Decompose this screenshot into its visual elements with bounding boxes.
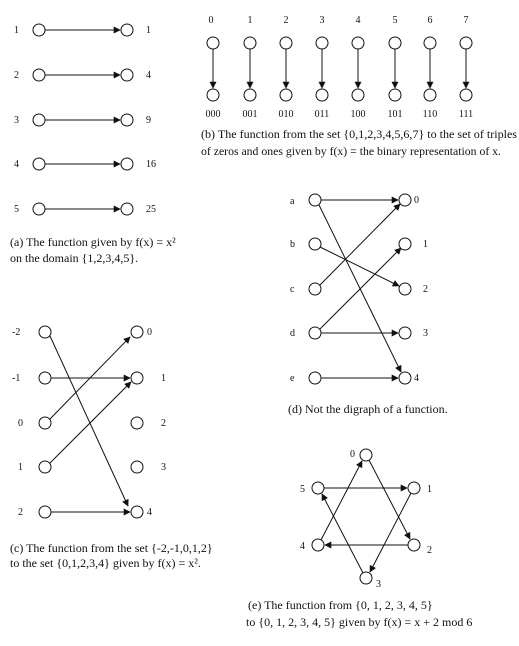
panel-b-domain-node-4 <box>352 37 364 49</box>
panel-d-codomain-node-0 <box>399 194 411 206</box>
panel-c <box>10 326 213 570</box>
panel-e-caption-line2: to {0, 1, 2, 3, 4, 5} given by f(x) = x + 2 mod 6 <box>246 615 473 629</box>
panel-c-domain-label-1: -1 <box>12 373 21 384</box>
panel-d-edge-2 <box>320 247 399 286</box>
panel-c-domain-label-0: -2 <box>12 327 21 338</box>
panel-c-domain-node-4 <box>39 506 51 518</box>
panel-b-domain-label-2: 2 <box>283 15 289 26</box>
panel-a-caption-line1: (a) The function given by f(x) = x² <box>10 235 176 249</box>
panel-c-domain-labels <box>12 327 23 518</box>
panel-a-domain-node-1 <box>33 69 45 81</box>
panel-c-codomain-label-2: 2 <box>161 418 166 429</box>
panel-d-edge-4 <box>320 248 401 329</box>
panel-d-domain-node-2 <box>309 283 321 295</box>
panel-d-codomain-label-1: 1 <box>423 239 428 250</box>
panel-e-node-2 <box>408 539 420 551</box>
panel-d-codomain-label-2: 2 <box>423 284 428 295</box>
panel-a-edges <box>45 30 120 209</box>
panel-d-domain-label-2: c <box>290 284 295 295</box>
panel-b-domain-label-7: 7 <box>463 15 469 26</box>
panel-d-domain-label-3: d <box>290 328 295 339</box>
panel-d-codomain-node-2 <box>399 283 411 295</box>
panel-b-caption-line2: of zeros and ones given by f(x) = the binary representation of x. <box>201 144 501 158</box>
panel-d-codomain-label-0: 0 <box>414 195 419 206</box>
panel-b-codomain-node-0 <box>207 89 219 101</box>
panel-b-domain-label-4: 4 <box>355 15 361 26</box>
panel-c-codomain-nodes <box>131 326 143 518</box>
panel-e-nodes <box>312 449 420 584</box>
panel-d-edge-3 <box>320 204 400 285</box>
panel-a-codomain-label-3: 16 <box>146 159 156 170</box>
panel-b-domain-label-3: 3 <box>319 15 325 26</box>
panel-b-domain-node-6 <box>424 37 436 49</box>
panel-b-codomain-label-6: 110 <box>422 109 438 120</box>
panel-a-domain-labels <box>14 25 19 215</box>
panel-c-caption-line1: (c) The function from the set {-2,-1,0,1,2} <box>10 541 213 555</box>
panel-b-codomain-label-5: 101 <box>387 109 403 120</box>
panel-b-codomain-node-4 <box>352 89 364 101</box>
panel-b-codomain-node-7 <box>460 89 472 101</box>
panel-c-codomain-label-0: 0 <box>147 327 152 338</box>
panel-a-codomain-label-2: 9 <box>146 115 151 126</box>
panel-c-domain-node-3 <box>39 461 51 473</box>
panel-c-codomain-label-3: 3 <box>161 462 166 473</box>
panel-e-edges <box>321 460 411 573</box>
panel-b-domain-node-1 <box>244 37 256 49</box>
panel-b <box>201 15 517 158</box>
panel-d-domain-nodes <box>309 194 321 384</box>
panel-a-caption-line2: on the domain {1,2,3,4,5}. <box>10 251 139 265</box>
panel-c-domain-label-4: 2 <box>18 507 23 518</box>
panel-a-domain-node-4 <box>33 203 45 215</box>
panel-c-domain-node-1 <box>39 372 51 384</box>
panel-e-node-label-0: 0 <box>350 449 355 460</box>
panel-a <box>10 24 176 265</box>
panel-d-domain-node-0 <box>309 194 321 206</box>
panel-b-codomain-label-4: 100 <box>350 109 366 120</box>
panel-a-codomain-labels <box>146 25 156 215</box>
panel-a-codomain-label-1: 4 <box>146 70 151 81</box>
panel-d-codomain-label-4: 4 <box>414 373 419 384</box>
panel-a-codomain-node-2 <box>121 114 133 126</box>
panel-b-codomain-nodes <box>207 89 472 101</box>
panel-b-domain-node-5 <box>389 37 401 49</box>
panel-a-domain-nodes <box>33 24 45 215</box>
panel-b-codomain-label-0: 000 <box>205 109 221 120</box>
panel-a-domain-label-2: 3 <box>14 115 19 126</box>
panel-e-edge-4 <box>321 461 362 540</box>
panel-b-domain-node-3 <box>316 37 328 49</box>
panel-b-domain-node-2 <box>280 37 292 49</box>
panel-c-domain-node-2 <box>39 417 51 429</box>
panel-e-node-5 <box>312 482 324 494</box>
panel-b-domain-nodes <box>207 37 472 49</box>
panel-d-codomain-labels <box>414 195 428 384</box>
panel-e-node-0 <box>360 449 372 461</box>
panel-e-node-3 <box>360 572 372 584</box>
panel-b-codomain-label-2: 010 <box>278 109 294 120</box>
panel-a-domain-label-1: 2 <box>14 70 19 81</box>
panel-d-domain-node-3 <box>309 327 321 339</box>
panel-a-domain-node-0 <box>33 24 45 36</box>
panel-e-node-4 <box>312 539 324 551</box>
panel-b-codomain-node-1 <box>244 89 256 101</box>
panel-e-node-labels <box>300 449 432 590</box>
panel-c-edge-0 <box>50 336 128 506</box>
panel-e-node-label-4: 4 <box>300 541 305 552</box>
panel-a-domain-label-3: 4 <box>14 159 19 170</box>
panel-b-codomain-label-1: 001 <box>242 109 258 120</box>
panel-d-codomain-node-3 <box>399 327 411 339</box>
panel-b-edges <box>213 49 466 88</box>
panel-a-codomain-label-4: 25 <box>146 204 156 215</box>
panel-b-codomain-node-3 <box>316 89 328 101</box>
panel-b-caption-line1: (b) The function from the set {0,1,2,3,4,5,6,7} to the set of triples <box>201 127 518 141</box>
panel-c-domain-nodes <box>39 326 51 518</box>
panel-e-node-1 <box>408 482 420 494</box>
panel-e-edge-3 <box>322 494 363 573</box>
panel-c-codomain-label-1: 1 <box>161 373 166 384</box>
panel-d-edges <box>319 200 401 378</box>
panel-a-codomain-node-4 <box>121 203 133 215</box>
panel-b-domain-label-1: 1 <box>247 15 253 26</box>
panel-d-caption: (d) Not the digraph of a function. <box>288 402 448 416</box>
panel-d-codomain-node-1 <box>399 238 411 250</box>
panel-c-codomain-labels <box>147 327 166 518</box>
panel-e-node-label-1: 1 <box>427 484 432 495</box>
panel-c-domain-label-2: 0 <box>18 418 23 429</box>
panel-b-domain-label-5: 5 <box>392 15 398 26</box>
panel-c-codomain-node-2 <box>131 417 143 429</box>
panel-a-codomain-node-0 <box>121 24 133 36</box>
panel-d-domain-label-1: b <box>290 239 295 250</box>
panel-a-domain-node-3 <box>33 158 45 170</box>
panel-c-domain-label-3: 1 <box>18 462 23 473</box>
panel-d-domain-labels <box>290 196 295 384</box>
panel-b-domain-label-0: 0 <box>208 15 214 26</box>
panel-c-codomain-label-4: 4 <box>147 507 152 518</box>
panel-b-domain-node-7 <box>460 37 472 49</box>
panel-b-codomain-node-5 <box>389 89 401 101</box>
panel-d-domain-label-4: e <box>290 373 295 384</box>
panel-b-codomain-label-3: 011 <box>314 109 330 120</box>
panel-a-codomain-nodes <box>121 24 133 215</box>
panel-d-domain-node-4 <box>309 372 321 384</box>
panel-e-caption-line1: (e) The function from {0, 1, 2, 3, 4, 5} <box>248 598 433 612</box>
panel-b-codomain-node-6 <box>424 89 436 101</box>
panel-c-edges <box>50 336 131 512</box>
panel-a-codomain-node-1 <box>121 69 133 81</box>
panel-d-codomain-node-4 <box>399 372 411 384</box>
panel-c-domain-node-0 <box>39 326 51 338</box>
panel-b-codomain-labels <box>206 109 474 120</box>
panel-c-codomain-node-1 <box>131 372 143 384</box>
panel-b-codomain-label-7: 111 <box>458 109 474 120</box>
panel-a-domain-label-0: 1 <box>14 25 19 36</box>
panel-d-codomain-nodes <box>399 194 411 384</box>
panel-c-codomain-node-3 <box>131 461 143 473</box>
panel-d-codomain-label-3: 3 <box>423 328 428 339</box>
panel-a-codomain-label-0: 1 <box>146 25 151 36</box>
panel-b-domain-label-6: 6 <box>427 15 433 26</box>
panel-a-domain-node-2 <box>33 114 45 126</box>
panel-a-domain-label-4: 5 <box>14 204 19 215</box>
panel-e <box>246 449 472 629</box>
panel-e-edge-0 <box>369 460 410 539</box>
panel-b-domain-node-0 <box>207 37 219 49</box>
panel-e-node-label-2: 2 <box>427 545 432 556</box>
panel-b-domain-labels <box>209 15 469 26</box>
panel-e-node-label-5: 5 <box>300 484 305 495</box>
panel-b-codomain-node-2 <box>280 89 292 101</box>
panel-d-domain-label-0: a <box>290 196 295 207</box>
panel-a-codomain-node-3 <box>121 158 133 170</box>
panel-c-caption-line2: to the set {0,1,2,3,4} given by f(x) = x². <box>10 556 201 570</box>
panel-c-codomain-node-4 <box>131 506 143 518</box>
panel-c-edge-3 <box>50 382 131 463</box>
panel-e-node-label-3: 3 <box>376 579 381 590</box>
panel-d <box>288 194 448 416</box>
panel-c-codomain-node-0 <box>131 326 143 338</box>
panel-e-edge-1 <box>370 493 411 572</box>
panel-d-domain-node-1 <box>309 238 321 250</box>
